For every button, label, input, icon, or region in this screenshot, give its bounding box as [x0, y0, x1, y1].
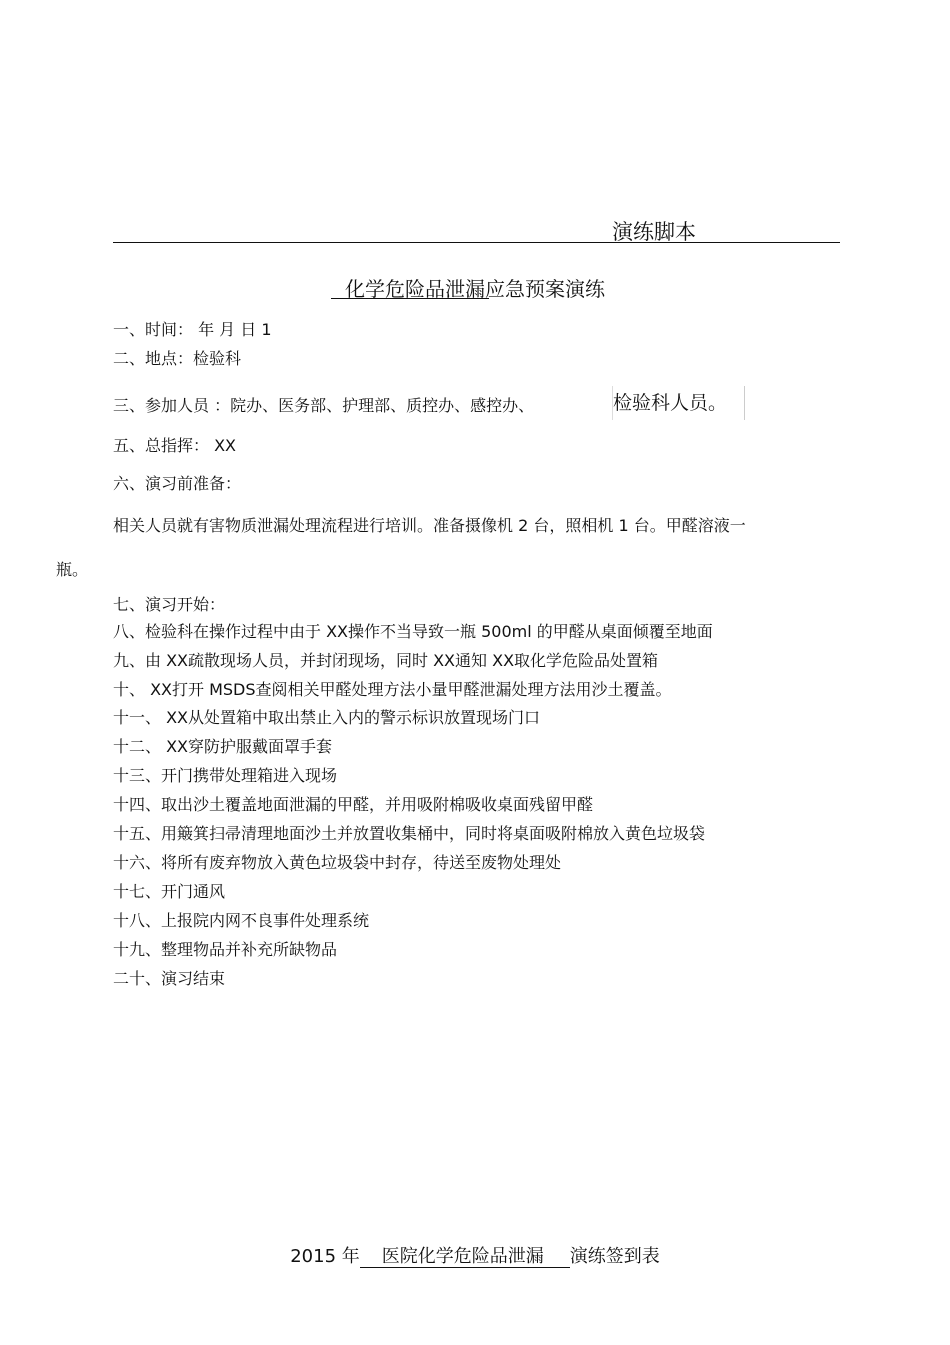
- line-participants-dept: [613, 393, 727, 414]
- line-step-13: 十三、开门携带处理箱进入现场: [113, 766, 338, 785]
- line-time: 一、时间： 年 月 日 1: [113, 320, 272, 339]
- line-step-17: 十七、开门通风: [113, 882, 226, 901]
- line-preparation-wrap: 瓶。: [56, 560, 89, 579]
- line-step-9: 九、由 XX疏散现场人员，并封闭现场，同时 XX通知 XX取化学危险品处置箱: [113, 651, 659, 670]
- title-underline: [331, 298, 489, 299]
- line-step-7: 七、演习开始：: [113, 595, 226, 614]
- line-preparation: 六、演习前准备：: [113, 474, 242, 493]
- line-step-18: 十八、上报院内网不良事件处理系统: [113, 911, 370, 930]
- signin-year: 2015 年: [290, 1246, 360, 1267]
- signin-suffix: 演练签到表: [569, 1246, 660, 1267]
- signin-underlined-subject: 医院化学危险品泄漏: [360, 1247, 570, 1268]
- header-title: 演练脚本: [612, 220, 696, 244]
- line-preparation-detail: 相关人员就有害物质泄漏处理流程进行培训。准备摄像机 2 台，照相机 1 台。甲醛溶液一: [113, 516, 746, 535]
- line-participants: 三、参加人员 ：院办、医务部、护理部、质控办、感控办、: [113, 396, 535, 415]
- line-step-8: 八、检验科在操作过程中由于 XX操作不当导致一瓶 500ml 的甲醛从桌面倾覆至地面: [113, 622, 713, 641]
- line-step-20: 二十、演习结束: [113, 969, 226, 988]
- header-rule: [113, 242, 840, 243]
- signin-sheet-title: [0, 1242, 950, 1268]
- line-step-14: 十四、取出沙土覆盖地面泄漏的甲醛，并用吸附棉吸收桌面残留甲醛: [113, 795, 594, 814]
- line-commander: 五、总指挥： XX: [113, 436, 237, 455]
- participants-dept-text: 检验科人员。: [613, 392, 728, 414]
- line-step-19: 十九、整理物品并补充所缺物品: [113, 940, 338, 959]
- line-step-12: 十二、 XX穿防护服戴面罩手套: [113, 737, 333, 756]
- line-step-15: 十五、用簸箕扫帚清理地面沙土并放置收集桶中，同时将桌面吸附棉放入黄色垃圾袋: [113, 824, 706, 843]
- line-step-16: 十六、将所有废弃物放入黄色垃圾袋中封存，待送至废物处理处: [113, 853, 562, 872]
- line-location: 二、地点：检验科: [113, 349, 242, 368]
- line-step-10: 十、 XX打开 MSDS查阅相关甲醛处理方法小量甲醛泄漏处理方法用沙土覆盖。: [113, 680, 672, 699]
- line-step-11: 十一、 XX从处置箱中取出禁止入内的警示标识放置现场门口: [113, 708, 541, 727]
- participants-box-right: [744, 386, 745, 420]
- document-title-text: 化学危险品泄漏应急预案演练: [345, 277, 605, 301]
